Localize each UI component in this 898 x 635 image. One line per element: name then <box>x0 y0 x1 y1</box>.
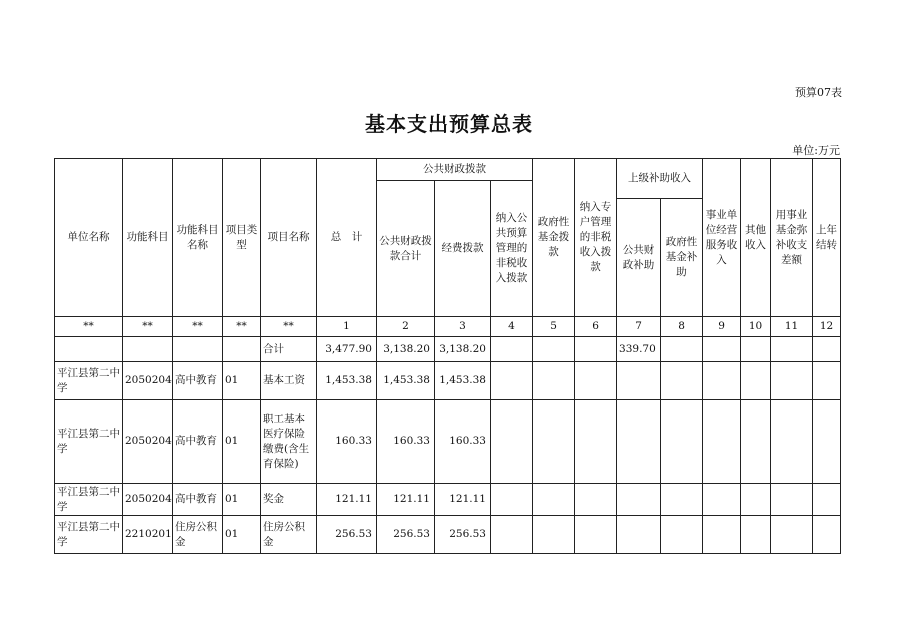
header-item-name: 项目名称 <box>261 159 317 317</box>
index-cell: 8 <box>661 317 703 337</box>
cell-empty <box>771 362 813 400</box>
total-pf-total: 3,138.20 <box>377 337 435 362</box>
cell-empty <box>123 337 173 362</box>
index-cell: 6 <box>575 317 617 337</box>
cell-empty <box>491 362 533 400</box>
cell-empty <box>491 337 533 362</box>
row-code: 2210201 <box>123 516 173 554</box>
header-sup-gov-fund: 政府性基金补助 <box>661 199 703 317</box>
index-cell: 7 <box>617 317 661 337</box>
header-other: 其他收入 <box>741 159 771 317</box>
cell-empty <box>771 516 813 554</box>
header-func-code: 功能科目 <box>123 159 173 317</box>
cell-empty <box>813 516 841 554</box>
row-pf-total: 160.33 <box>377 400 435 484</box>
index-cell: ** <box>173 317 223 337</box>
cell-empty <box>771 337 813 362</box>
row-item: 奖金 <box>261 484 317 516</box>
index-cell: 5 <box>533 317 575 337</box>
row-item: 基本工资 <box>261 362 317 400</box>
total-sum: 3,477.90 <box>317 337 377 362</box>
unit-label: 单位:万元 <box>792 144 840 157</box>
index-cell: ** <box>223 317 261 337</box>
cell-empty <box>533 516 575 554</box>
row-func: 住房公积金 <box>173 516 223 554</box>
cell-empty <box>617 484 661 516</box>
header-pf-funds: 经费拨款 <box>435 181 491 317</box>
cell-empty <box>491 400 533 484</box>
row-unit: 平江县第二中学 <box>55 484 123 516</box>
cell-empty <box>741 484 771 516</box>
row-pf-funds: 1,453.38 <box>435 362 491 400</box>
cell-empty <box>575 400 617 484</box>
header-unit-name: 单位名称 <box>55 159 123 317</box>
cell-empty <box>575 484 617 516</box>
cell-empty <box>703 337 741 362</box>
cell-empty <box>533 400 575 484</box>
header-func-name: 功能科目名称 <box>173 159 223 317</box>
row-item: 职工基本医疗保险缴费(含生育保险) <box>261 400 317 484</box>
header-superior: 上级补助收入 <box>617 159 703 199</box>
index-cell: 12 <box>813 317 841 337</box>
table-row <box>55 516 841 554</box>
total-pf-funds: 3,138.20 <box>435 337 491 362</box>
index-cell: ** <box>261 317 317 337</box>
cell-empty <box>661 400 703 484</box>
row-pf-funds: 256.53 <box>435 516 491 554</box>
cell-empty <box>173 337 223 362</box>
row-pf-total: 256.53 <box>377 516 435 554</box>
cell-empty <box>491 516 533 554</box>
row-func: 高中教育 <box>173 484 223 516</box>
cell-empty <box>575 362 617 400</box>
row-type: 01 <box>223 484 261 516</box>
cell-empty <box>771 400 813 484</box>
index-row <box>55 317 841 337</box>
header-item-type: 项目类型 <box>223 159 261 317</box>
row-total: 121.11 <box>317 484 377 516</box>
row-total: 256.53 <box>317 516 377 554</box>
row-pf-funds: 160.33 <box>435 400 491 484</box>
row-unit: 平江县第二中学 <box>55 362 123 400</box>
row-func: 高中教育 <box>173 400 223 484</box>
cell-empty <box>703 516 741 554</box>
cell-empty <box>741 516 771 554</box>
header-pf-nontax: 纳入公共预算管理的非税收入拨款 <box>491 181 533 317</box>
index-cell: 11 <box>771 317 813 337</box>
total-label: 合计 <box>261 337 317 362</box>
index-cell: 9 <box>703 317 741 337</box>
cell-empty <box>813 337 841 362</box>
cell-empty <box>617 516 661 554</box>
total-row <box>55 337 841 362</box>
cell-empty <box>491 484 533 516</box>
cell-empty <box>533 484 575 516</box>
index-cell: ** <box>123 317 173 337</box>
cell-empty <box>617 362 661 400</box>
header-business: 事业单位经营服务收入 <box>703 159 741 317</box>
row-item: 住房公积金 <box>261 516 317 554</box>
row-unit: 平江县第二中学 <box>55 516 123 554</box>
header-public-finance: 公共财政拨款 <box>377 159 533 181</box>
index-cell: ** <box>55 317 123 337</box>
budget-table <box>54 158 841 554</box>
row-total: 1,453.38 <box>317 362 377 400</box>
cell-empty <box>741 400 771 484</box>
index-cell: 2 <box>377 317 435 337</box>
header-fund-use: 用事业基金弥补收支差额 <box>771 159 813 317</box>
row-unit: 平江县第二中学 <box>55 400 123 484</box>
cell-empty <box>575 516 617 554</box>
cell-empty <box>661 362 703 400</box>
table-row <box>55 484 841 516</box>
row-func: 高中教育 <box>173 362 223 400</box>
index-cell: 3 <box>435 317 491 337</box>
row-code: 2050204 <box>123 484 173 516</box>
cell-empty <box>661 516 703 554</box>
row-type: 01 <box>223 400 261 484</box>
header-special-nontax: 纳入专户管理的非税收入拨款 <box>575 159 617 317</box>
cell-empty <box>813 400 841 484</box>
cell-empty <box>813 362 841 400</box>
table-row <box>55 362 841 400</box>
row-total: 160.33 <box>317 400 377 484</box>
index-cell: 1 <box>317 317 377 337</box>
form-number: 预算07表 <box>795 86 842 99</box>
cell-empty <box>55 337 123 362</box>
cell-empty <box>703 400 741 484</box>
cell-empty <box>661 484 703 516</box>
cell-empty <box>533 337 575 362</box>
index-cell: 10 <box>741 317 771 337</box>
header-sup-public: 公共财政补助 <box>617 199 661 317</box>
row-type: 01 <box>223 362 261 400</box>
total-sup-public: 339.70 <box>617 337 661 362</box>
row-pf-total: 1,453.38 <box>377 362 435 400</box>
cell-empty <box>703 484 741 516</box>
row-code: 2050204 <box>123 400 173 484</box>
row-pf-funds: 121.11 <box>435 484 491 516</box>
index-cell: 4 <box>491 317 533 337</box>
cell-empty <box>703 362 741 400</box>
row-type: 01 <box>223 516 261 554</box>
cell-empty <box>661 337 703 362</box>
cell-empty <box>223 337 261 362</box>
cell-empty <box>741 337 771 362</box>
cell-empty <box>617 400 661 484</box>
header-pf-total: 公共财政拨款合计 <box>377 181 435 317</box>
row-code: 2050204 <box>123 362 173 400</box>
header-total: 总 计 <box>317 159 377 317</box>
table-row <box>55 400 841 484</box>
cell-empty <box>741 362 771 400</box>
header-carryover: 上年结转 <box>813 159 841 317</box>
cell-empty <box>533 362 575 400</box>
cell-empty <box>575 337 617 362</box>
cell-empty <box>813 484 841 516</box>
row-pf-total: 121.11 <box>377 484 435 516</box>
page-title: 基本支出预算总表 <box>365 112 533 136</box>
cell-empty <box>771 484 813 516</box>
header-gov-fund: 政府性基金拨款 <box>533 159 575 317</box>
